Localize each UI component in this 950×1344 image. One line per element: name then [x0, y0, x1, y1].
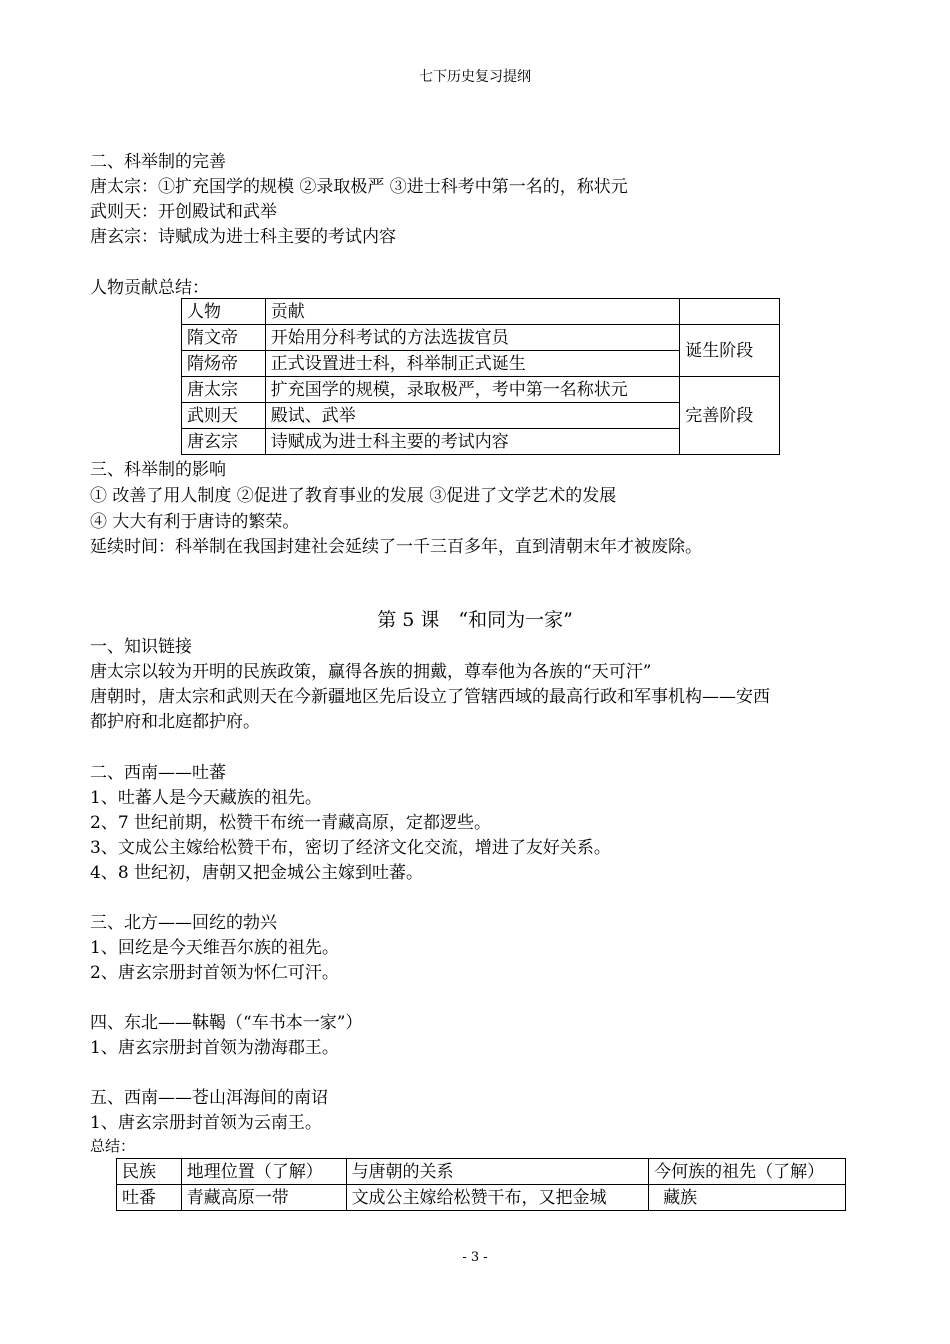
- text-line: 1、吐蕃人是今天藏族的祖先。: [90, 788, 322, 808]
- table-cell: 殿试、武举: [265, 403, 679, 429]
- section-heading: 三、科举制的影响: [90, 460, 226, 480]
- text-line: 1、唐玄宗册封首领为渤海郡王。: [90, 1038, 339, 1058]
- table-cell: 隋文帝: [182, 325, 266, 351]
- text-line: 3、文成公主嫁给松赞干布，密切了经济文化交流，增进了友好关系。: [90, 838, 611, 858]
- table-cell: 开始用分科考试的方法选拔官员: [265, 325, 679, 351]
- stage-cell: 诞生阶段: [680, 325, 780, 377]
- ethnic-groups-table: [116, 1158, 846, 1211]
- section-heading: 四、东北——靺鞨（“车书本一家”）: [90, 1013, 363, 1033]
- table-header-cell: 人物: [182, 299, 266, 325]
- table-header-row: [117, 1159, 846, 1185]
- text-line: 延续时间：科举制在我国封建社会延续了一千三百多年，直到清朝末年才被废除。: [90, 537, 702, 557]
- text-line: 2、7 世纪前期，松赞干布统一青藏高原，定都逻些。: [90, 813, 492, 833]
- text-line: 2、唐玄宗册封首领为怀仁可汗。: [90, 963, 339, 983]
- table-cell: 武则天: [182, 403, 266, 429]
- table-header-cell: 与唐朝的关系: [346, 1159, 649, 1185]
- contribution-table: [181, 298, 780, 455]
- table-header-cell: 民族: [117, 1159, 182, 1185]
- table-cell: 正式设置进士科，科举制正式诞生: [265, 351, 679, 377]
- table-cell: 吐番: [117, 1185, 182, 1211]
- page-header: 七下历史复习提纲: [419, 69, 531, 85]
- text-line: 都护府和北庭都护府。: [90, 712, 260, 732]
- section-heading: 一、知识链接: [90, 637, 192, 657]
- summary-label: 总结：: [90, 1137, 136, 1155]
- section-heading: 二、科举制的完善: [90, 152, 226, 172]
- table-cell: 唐太宗: [182, 377, 266, 403]
- table-cell: 唐玄宗: [182, 429, 266, 455]
- text-line: 1、回纥是今天维吾尔族的祖先。: [90, 938, 339, 958]
- section-heading: 二、西南——吐蕃: [90, 763, 226, 783]
- text-line: 4、8 世纪初，唐朝又把金城公主嫁到吐蕃。: [90, 863, 424, 883]
- text-line: 唐太宗以较为开明的民族政策，赢得各族的拥戴，尊奉他为各族的“天可汗”: [90, 662, 652, 682]
- text-line: ① 改善了用人制度 ②促进了教育事业的发展 ③促进了文学艺术的发展: [90, 486, 617, 506]
- table-header-cell: 今何族的祖先（了解）: [649, 1159, 846, 1185]
- section-heading: 三、北方——回纥的勃兴: [90, 913, 277, 933]
- table-cell: 隋炀帝: [182, 351, 266, 377]
- table-header-cell: 贡献: [265, 299, 679, 325]
- table-header-row: [182, 299, 780, 325]
- section-heading: 五、西南——苍山洱海间的南诏: [90, 1088, 328, 1108]
- table-row: [182, 325, 780, 351]
- page-number: - 3 -: [462, 1250, 488, 1265]
- table-cell: 诗赋成为进士科主要的考试内容: [265, 429, 679, 455]
- text-line: 唐朝时，唐太宗和武则天在今新疆地区先后设立了管辖西域的最高行政和军事机构——安西: [90, 687, 770, 707]
- text-line: 唐太宗：①扩充国学的规模 ②录取极严 ③进士科考中第一名的，称状元: [90, 177, 628, 197]
- text-line: 唐玄宗：诗赋成为进士科主要的考试内容: [90, 227, 396, 247]
- table-header-cell: [680, 299, 780, 325]
- summary-label: 人物贡献总结：: [90, 278, 209, 298]
- text-line: 1、唐玄宗册封首领为云南王。: [90, 1113, 322, 1133]
- table-row: [182, 377, 780, 403]
- text-line: ④ 大大有利于唐诗的繁荣。: [90, 512, 300, 532]
- table-cell: 藏族: [649, 1185, 846, 1211]
- table-cell: 扩充国学的规模，录取极严，考中第一名称状元: [265, 377, 679, 403]
- table-header-cell: 地理位置（了解）: [181, 1159, 346, 1185]
- table-row: [117, 1185, 846, 1211]
- table-cell: 文成公主嫁给松赞干布，又把金城: [346, 1185, 649, 1211]
- stage-cell: 完善阶段: [680, 377, 780, 455]
- lesson-title: 第 5 课 “和同为一家”: [377, 609, 573, 631]
- text-line: 武则天：开创殿试和武举: [90, 202, 277, 222]
- table-cell: 青藏高原一带: [181, 1185, 346, 1211]
